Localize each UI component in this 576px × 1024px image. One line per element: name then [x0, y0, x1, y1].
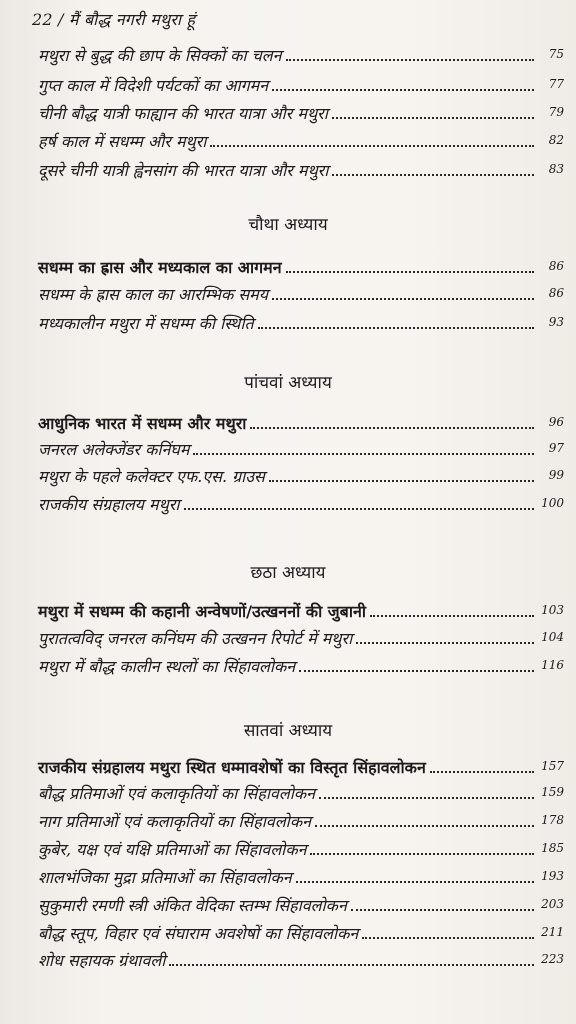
entry-title: आधुनिक भारत में सधम्म और मथुरा: [38, 414, 247, 433]
running-head: 22 / मैं बौद्ध नगरी मथुरा हूं: [32, 10, 196, 29]
toc-entry: [38, 40, 564, 66]
page-number: 104: [541, 630, 564, 644]
dot-leader: [362, 937, 534, 939]
toc-entry: [38, 308, 564, 334]
entry-title: हर्ष काल में सधम्म और मथुरा: [38, 132, 207, 151]
dot-leader: [269, 480, 534, 482]
dot-leader: [351, 909, 534, 911]
entry-title: दूसरे चीनी यात्री ह्वेनसांग की भारत यात्रा और मथुरा: [38, 161, 329, 180]
entry-title: कुबेर, यक्ष एवं यक्षि प्रतिमाओं का सिंहावलोकन: [38, 840, 307, 859]
toc-main-entry: [38, 752, 564, 778]
page-number: 86: [548, 286, 564, 300]
page-number: 99: [548, 468, 564, 482]
entry-title: मथुरा में सधम्म की कहानी अन्वेषणों/उत्खननों की जुबानी: [38, 602, 366, 621]
page-number: 82: [548, 133, 564, 147]
toc-entry: [38, 918, 564, 944]
page-number: 75: [548, 47, 564, 61]
toc-entry: [38, 890, 564, 916]
entry-title: शालभंजिका मुद्रा प्रतिमाओं का सिंहावलोकन: [38, 868, 292, 887]
toc-entry: [38, 862, 564, 888]
dot-leader: [258, 327, 534, 329]
dot-leader: [332, 174, 534, 176]
page-number: 203: [541, 897, 564, 911]
toc-main-entry: [38, 596, 564, 622]
page-number: 103: [541, 603, 564, 617]
entry-title: पुरातत्वविद् जनरल कनिंघम की उत्खनन रिपोर्ट में मथुरा: [38, 629, 353, 648]
chapter-heading: चौथा अध्याय: [248, 215, 328, 235]
toc-entry: [38, 70, 564, 96]
toc-main-entry: [38, 252, 564, 278]
page-number: 223: [541, 952, 564, 966]
entry-title: राजकीय संग्रहालय मथुरा स्थित धम्मावशेषों का विस्तृत सिंहावलोकन: [38, 758, 426, 777]
dot-leader: [310, 853, 534, 855]
entry-title: शोध सहायक ग्रंथावली: [38, 951, 166, 970]
page-number: 159: [541, 785, 564, 799]
entry-title: नाग प्रतिमाओं एवं कलाकृतियों का सिंहावलोकन: [38, 812, 311, 831]
entry-title: बौद्ध स्तूप, विहार एवं संघाराम अवशेषों का सिंहावलोकन: [38, 924, 359, 943]
page-number: 93: [548, 315, 564, 329]
dot-leader: [370, 615, 534, 617]
entry-title: बौद्ध प्रतिमाओं एवं कलाकृतियों का सिंहावलोकन: [38, 784, 316, 803]
toc-entry: [38, 806, 564, 832]
entry-title: मथुरा के पहले कलेक्टर एफ.एस. ग्राउस: [38, 467, 265, 486]
entry-title: सधम्म के ह्रास काल का आरम्भिक समय: [38, 285, 269, 304]
dot-leader: [286, 59, 534, 61]
page-number: 83: [548, 162, 564, 176]
page-number: 97: [548, 441, 564, 455]
toc-entry: [38, 155, 564, 181]
toc-entry: [38, 434, 564, 460]
dot-leader: [430, 771, 534, 773]
dot-leader: [319, 797, 534, 799]
dot-leader: [296, 881, 534, 883]
entry-title: मथुरा से बुद्ध की छाप के सिक्कों का चलन: [38, 46, 282, 65]
page-number: 116: [541, 658, 564, 672]
entry-title: मथुरा में बौद्ध कालीन स्थलों का सिंहावलोकन: [38, 657, 296, 676]
toc-entry: [38, 834, 564, 860]
chapter-heading: छठा अध्याय: [250, 563, 326, 583]
page-number: 86: [548, 259, 564, 273]
toc-entry: [38, 489, 564, 515]
toc-entry: [38, 945, 564, 971]
dot-leader: [210, 145, 534, 147]
page-number: 178: [541, 813, 564, 827]
page-number: 185: [541, 841, 564, 855]
dot-leader: [272, 89, 534, 91]
entry-title: सधम्म का ह्रास और मध्यकाल का आगमन: [38, 258, 282, 277]
dot-leader: [250, 427, 534, 429]
toc-main-entry: [38, 408, 564, 434]
entry-title: मध्यकालीन मथुरा में सधम्म की स्थिति: [38, 314, 254, 333]
entry-title: गुप्त काल में विदेशी पर्यटकों का आगमन: [38, 76, 269, 95]
entry-title: चीनी बौद्ध यात्री फाह्यान की भारत यात्रा और मथुरा: [38, 104, 328, 123]
toc-entry: [38, 651, 564, 677]
chapter-heading: सातवां अध्याय: [243, 721, 333, 741]
page-number: 193: [541, 869, 564, 883]
dot-leader: [193, 453, 534, 455]
dot-leader: [286, 271, 534, 273]
page-number: 96: [548, 415, 564, 429]
page-number: 79: [548, 105, 564, 119]
entry-title: राजकीय संग्रहालय मथुरा: [38, 495, 180, 514]
dot-leader: [184, 508, 534, 510]
chapter-heading: पांचवां अध्याय: [244, 373, 332, 393]
toc-entry: [38, 98, 564, 124]
entry-title: सुकुमारी रमणी स्त्री अंकित वेदिका स्तम्भ सिंहावलोकन: [38, 896, 347, 915]
page-number: 211: [541, 925, 564, 939]
toc-entry: [38, 279, 564, 305]
dot-leader: [332, 117, 534, 119]
toc-entry: [38, 126, 564, 152]
dot-leader: [169, 964, 534, 966]
entry-title: जनरल अलेक्जेंडर कनिंघम: [38, 440, 190, 459]
page-number: 100: [541, 496, 564, 510]
dot-leader: [299, 670, 534, 672]
dot-leader: [272, 298, 534, 300]
page-number: 157: [541, 759, 564, 773]
dot-leader: [315, 825, 534, 827]
dot-leader: [356, 642, 534, 644]
toc-entry: [38, 778, 564, 804]
toc-entry: [38, 461, 564, 487]
toc-entry: [38, 623, 564, 649]
page-number: 77: [548, 77, 564, 91]
